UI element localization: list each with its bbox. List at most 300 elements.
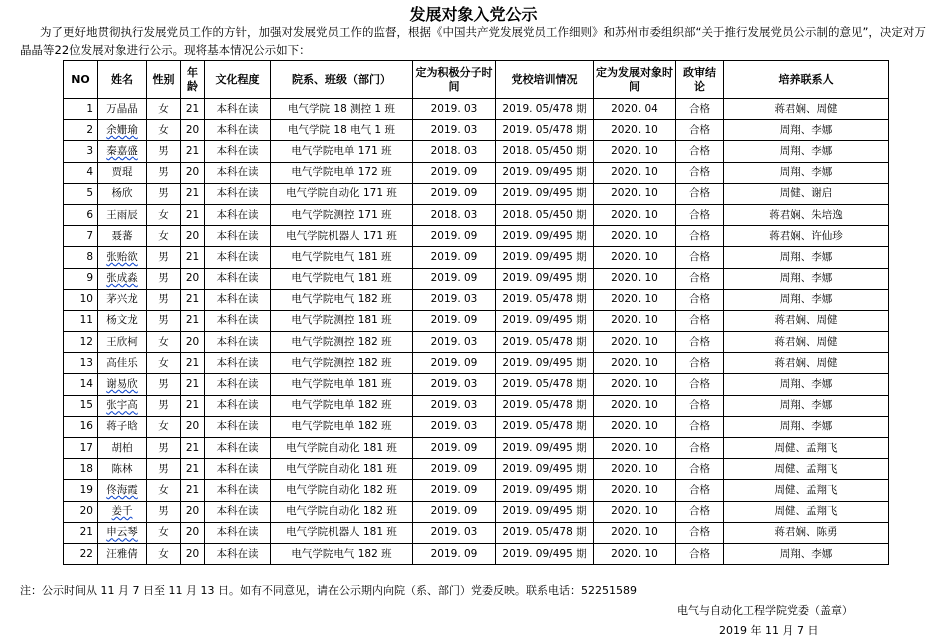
cell-education [205,268,271,289]
cell-development-date-text: 2020. 10 [611,250,658,263]
cell-education-text: 本科在读 [216,441,259,454]
cell-education-text: 本科在读 [216,420,259,433]
cell-age [181,374,205,395]
table-row [64,120,889,141]
cell-age-text: 21 [185,378,200,391]
cell-department [271,204,413,225]
cell-party-school-text: 2019. 05/478 期 [502,420,587,433]
cell-name-text: 茅兴龙 [106,293,138,306]
cell-no-text: 3 [86,144,93,157]
cell-name-text: 万晶晶 [106,102,138,115]
cell-gender [147,416,181,437]
cell-department [271,395,413,416]
cell-political-review [676,501,724,522]
cell-age-text: 21 [185,293,200,306]
cell-development-date-text: 2020. 10 [611,293,658,306]
cell-name-text: 张宇高 [106,399,138,412]
cell-contact-text: 周翔、李娜 [779,420,833,433]
cell-age [181,395,205,416]
cell-age-text: 20 [185,272,200,285]
cell-party-school-text: 2019. 09/495 期 [502,483,587,496]
cell-party-school-text: 2019. 05/478 期 [502,335,587,348]
cell-political-review-text: 合格 [689,378,710,391]
table-header-row [64,61,889,99]
cell-age-text: 21 [185,208,200,221]
cell-no-text: 13 [79,356,93,369]
cell-department-text: 电气学院电单 182 班 [291,399,392,412]
cell-education [205,416,271,437]
cell-no-text: 2 [86,123,93,136]
cell-political-review [676,310,724,331]
cell-department [271,522,413,543]
cell-political-review-text: 合格 [689,208,710,221]
cell-no-text: 22 [79,547,93,560]
cell-contact-text: 蒋君娴、周健 [774,335,838,348]
cell-political-review [676,543,724,564]
cell-no [64,332,98,353]
cell-gender [147,459,181,480]
cell-activist-date [413,480,496,501]
cell-gender-text: 男 [158,187,169,200]
cell-political-review [676,99,724,120]
cell-gender [147,374,181,395]
cell-political-review-text: 合格 [689,526,710,539]
cell-no [64,310,98,331]
cell-party-school [496,310,594,331]
header-age: 年龄 [181,61,205,99]
cell-contact [724,543,889,564]
cell-gender [147,310,181,331]
cell-activist-date-text: 2019. 09 [430,166,478,179]
cell-party-school-text: 2019. 05/478 期 [502,102,587,115]
cell-development-date [594,247,676,268]
cell-age-text: 21 [185,187,200,200]
cell-gender [147,353,181,374]
cell-development-date-text: 2020. 04 [611,102,658,115]
cell-political-review-text: 合格 [689,356,710,369]
cell-activist-date-text: 2019. 09 [430,229,478,242]
cell-activist-date [413,310,496,331]
cell-name-text: 陈林 [111,462,133,475]
cell-development-date [594,353,676,374]
cell-name [98,438,147,459]
cell-contact [724,289,889,310]
cell-development-date [594,543,676,564]
cell-party-school-text: 2019. 09/495 期 [502,462,587,475]
cell-age [181,438,205,459]
cell-gender [147,99,181,120]
cell-gender [147,438,181,459]
cell-party-school-text: 2019. 05/478 期 [502,526,587,539]
table-row [64,204,889,225]
cell-contact [724,268,889,289]
cell-contact [724,204,889,225]
header-party-school: 党校培训情况 [496,61,594,99]
cell-development-date-text: 2020. 10 [611,462,658,475]
cell-department-text: 电气学院电气 181 班 [291,250,392,263]
cell-department [271,183,413,204]
cell-name [98,459,147,480]
cell-party-school-text: 2019. 09/495 期 [502,187,587,200]
cell-no [64,480,98,501]
cell-age [181,416,205,437]
cell-political-review-text: 合格 [689,229,710,242]
cell-activist-date-text: 2019. 03 [430,335,478,348]
cell-gender-text: 女 [158,547,169,560]
cell-no-text: 17 [79,441,93,454]
cell-education-text: 本科在读 [216,314,259,327]
cell-activist-date [413,332,496,353]
cell-age-text: 21 [185,441,200,454]
cell-age [181,289,205,310]
cell-no-text: 10 [79,293,93,306]
date: 2019 年 11 月 7 日 [719,624,819,637]
header-gender: 性别 [147,61,181,99]
cell-name-text: 谢易欣 [106,378,138,391]
cell-political-review-text: 合格 [689,399,710,412]
cell-name [98,501,147,522]
cell-activist-date-text: 2019. 03 [430,378,478,391]
cell-contact [724,480,889,501]
cell-activist-date [413,162,496,183]
cell-political-review-text: 合格 [689,314,710,327]
cell-gender-text: 女 [158,526,169,539]
cell-contact-text: 周翔、李娜 [779,144,833,157]
cell-party-school [496,522,594,543]
cell-party-school [496,395,594,416]
cell-age-text: 20 [185,505,200,518]
cell-education [205,162,271,183]
cell-development-date-text: 2020. 10 [611,483,658,496]
cell-political-review [676,416,724,437]
cell-contact-text: 周翔、李娜 [779,123,833,136]
cell-name [98,120,147,141]
cell-age [181,162,205,183]
table-row [64,141,889,162]
cell-age [181,268,205,289]
cell-education-text: 本科在读 [216,483,259,496]
cell-name [98,141,147,162]
cell-education [205,204,271,225]
signature: 电气与自动化工程学院党委（盖章） [677,604,853,617]
cell-gender-text: 女 [158,356,169,369]
cell-contact-text: 蒋君娴、周健 [774,356,838,369]
cell-no [64,395,98,416]
cell-contact [724,438,889,459]
cell-development-date-text: 2020. 10 [611,399,658,412]
cell-gender-text: 男 [158,462,169,475]
cell-department [271,374,413,395]
cell-education [205,480,271,501]
cell-party-school-text: 2019. 05/478 期 [502,378,587,391]
cell-education [205,522,271,543]
cell-name-text: 张成淼 [106,272,138,285]
cell-education-text: 本科在读 [216,250,259,263]
cell-activist-date [413,120,496,141]
cell-name [98,183,147,204]
cell-department-text: 电气学院测控 181 班 [291,314,392,327]
cell-development-date [594,522,676,543]
table-row [64,543,889,564]
cell-education [205,120,271,141]
cell-activist-date-text: 2019. 03 [430,123,478,136]
cell-no [64,141,98,162]
cell-name-text: 蒋子晗 [106,420,138,433]
cell-gender [147,543,181,564]
cell-political-review-text: 合格 [689,187,710,200]
cell-age-text: 21 [185,102,200,115]
cell-gender [147,183,181,204]
cell-gender-text: 女 [158,229,169,242]
cell-age-text: 20 [185,335,200,348]
cell-activist-date [413,395,496,416]
cell-political-review-text: 合格 [689,441,710,454]
cell-gender [147,480,181,501]
header-education: 文化程度 [205,61,271,99]
cell-contact-text: 周翔、李娜 [779,293,833,306]
cell-age [181,332,205,353]
cell-department-text: 电气学院自动化 181 班 [286,462,397,475]
cell-political-review-text: 合格 [689,123,710,136]
cell-no [64,353,98,374]
cell-activist-date [413,183,496,204]
cell-political-review-text: 合格 [689,102,710,115]
cell-department [271,480,413,501]
cell-gender [147,501,181,522]
cell-development-date [594,141,676,162]
cell-gender [147,141,181,162]
cell-gender [147,120,181,141]
cell-party-school [496,141,594,162]
cell-education [205,332,271,353]
cell-age-text: 21 [185,462,200,475]
cell-political-review [676,522,724,543]
cell-name [98,543,147,564]
cell-development-date [594,332,676,353]
cell-gender-text: 男 [158,250,169,263]
cell-gender-text: 男 [158,144,169,157]
table-row [64,522,889,543]
cell-name [98,522,147,543]
cell-contact-text: 周健、谢启 [779,187,833,200]
cell-development-date [594,310,676,331]
cell-political-review [676,162,724,183]
cell-activist-date [413,353,496,374]
cell-no [64,268,98,289]
cell-activist-date-text: 2019. 09 [430,505,478,518]
cell-political-review-text: 合格 [689,272,710,285]
cell-age [181,226,205,247]
cell-political-review-text: 合格 [689,462,710,475]
cell-development-date-text: 2020. 10 [611,229,658,242]
cell-party-school-text: 2019. 09/495 期 [502,272,587,285]
cell-age-text: 21 [185,356,200,369]
cell-gender [147,226,181,247]
cell-education-text: 本科在读 [216,123,259,136]
cell-education-text: 本科在读 [216,505,259,518]
cell-contact-text: 周健、孟翔飞 [774,505,838,518]
table-row [64,459,889,480]
cell-name-text: 王欣柯 [106,335,138,348]
cell-name-text: 秦嘉盛 [106,144,138,157]
cell-contact [724,162,889,183]
cell-political-review-text: 合格 [689,293,710,306]
cell-no-text: 14 [79,378,93,391]
cell-party-school [496,353,594,374]
cell-education [205,99,271,120]
header-contact: 培养联系人 [724,61,889,99]
cell-contact-text: 蒋君娴、许仙珍 [769,229,843,242]
cell-gender-text: 女 [158,102,169,115]
cell-activist-date [413,438,496,459]
cell-political-review [676,141,724,162]
cell-development-date [594,162,676,183]
cell-education [205,310,271,331]
cell-activist-date-text: 2019. 09 [430,547,478,560]
cell-activist-date [413,226,496,247]
cell-education-text: 本科在读 [216,187,259,200]
cell-education-text: 本科在读 [216,547,259,560]
cell-age [181,310,205,331]
cell-no-text: 20 [79,505,93,518]
cell-development-date [594,501,676,522]
cell-gender [147,247,181,268]
cell-age-text: 21 [185,144,200,157]
cell-no-text: 7 [86,229,93,242]
cell-contact [724,374,889,395]
cell-department-text: 电气学院测控 171 班 [291,208,392,221]
cell-name [98,268,147,289]
cell-party-school [496,183,594,204]
cell-gender [147,204,181,225]
cell-department-text: 电气学院电气 182 班 [291,293,392,306]
cell-political-review [676,204,724,225]
cell-political-review [676,120,724,141]
page-title: 发展对象入党公示 [409,5,538,24]
cell-department [271,543,413,564]
cell-party-school-text: 2019. 09/495 期 [502,314,587,327]
cell-activist-date-text: 2019. 09 [430,314,478,327]
cell-gender [147,332,181,353]
cell-contact [724,416,889,437]
cell-department [271,416,413,437]
table-row [64,268,889,289]
header-no: NO [64,61,98,99]
table-row [64,99,889,120]
cell-age-text: 21 [185,250,200,263]
cell-department [271,268,413,289]
cell-age [181,204,205,225]
cell-party-school-text: 2019. 09/495 期 [502,229,587,242]
cell-development-date-text: 2020. 10 [611,356,658,369]
cell-development-date-text: 2020. 10 [611,123,658,136]
cell-age-text: 21 [185,399,200,412]
cell-no [64,226,98,247]
cell-education [205,226,271,247]
cell-activist-date-text: 2019. 03 [430,293,478,306]
cell-department-text: 电气学院自动化 182 班 [286,505,397,518]
cell-name [98,332,147,353]
cell-political-review-text: 合格 [689,144,710,157]
cell-no-text: 1 [86,102,93,115]
cell-age [181,183,205,204]
cell-department-text: 电气学院测控 182 班 [291,335,392,348]
header-department: 院系、班级（部门） [271,61,413,99]
cell-gender [147,395,181,416]
cell-no [64,501,98,522]
cell-party-school-text: 2018. 05/450 期 [502,144,587,157]
cell-contact [724,459,889,480]
cell-education [205,353,271,374]
cell-party-school [496,204,594,225]
cell-party-school-text: 2019. 05/478 期 [502,123,587,136]
cell-department [271,459,413,480]
cell-party-school [496,459,594,480]
cell-name-text: 聂蕃 [111,229,133,242]
cell-name-text: 杨欣 [111,187,133,200]
cell-development-date [594,120,676,141]
cell-party-school [496,501,594,522]
cell-contact [724,120,889,141]
table-row [64,332,889,353]
cell-political-review [676,459,724,480]
cell-gender [147,268,181,289]
cell-education-text: 本科在读 [216,144,259,157]
cell-political-review [676,247,724,268]
cell-contact-text: 蒋君娴、朱培逸 [769,208,843,221]
cell-no-text: 21 [79,526,93,539]
cell-no [64,162,98,183]
header-activist-date: 定为积极分子时间 [413,61,496,99]
cell-party-school [496,99,594,120]
cell-contact [724,141,889,162]
cell-age-text: 21 [185,483,200,496]
cell-political-review-text: 合格 [689,420,710,433]
cell-name-text: 余姗瑜 [106,123,138,136]
cell-activist-date-text: 2019. 03 [430,526,478,539]
cell-gender-text: 女 [158,208,169,221]
table-row [64,183,889,204]
cell-department-text: 电气学院自动化 171 班 [286,187,397,200]
cell-contact-text: 周翔、李娜 [779,272,833,285]
table-row [64,310,889,331]
cell-department-text: 电气学院测控 182 班 [291,356,392,369]
cell-contact-text: 周翔、李娜 [779,378,833,391]
table-body [64,99,889,565]
cell-party-school-text: 2019. 09/495 期 [502,356,587,369]
cell-age [181,120,205,141]
cell-education-text: 本科在读 [216,356,259,369]
cell-gender [147,162,181,183]
cell-activist-date [413,99,496,120]
cell-gender-text: 男 [158,166,169,179]
cell-name [98,204,147,225]
cell-development-date-text: 2020. 10 [611,441,658,454]
cell-party-school [496,332,594,353]
cell-department-text: 电气学院机器人 181 班 [286,526,397,539]
cell-political-review [676,226,724,247]
cell-activist-date-text: 2019. 03 [430,102,478,115]
cell-education-text: 本科在读 [216,102,259,115]
cell-party-school [496,162,594,183]
cell-education [205,395,271,416]
cell-activist-date-text: 2019. 09 [430,250,478,263]
cell-name-text: 申云琴 [106,526,138,539]
cell-party-school [496,268,594,289]
cell-no [64,247,98,268]
cell-political-review-text: 合格 [689,166,710,179]
cell-political-review [676,268,724,289]
